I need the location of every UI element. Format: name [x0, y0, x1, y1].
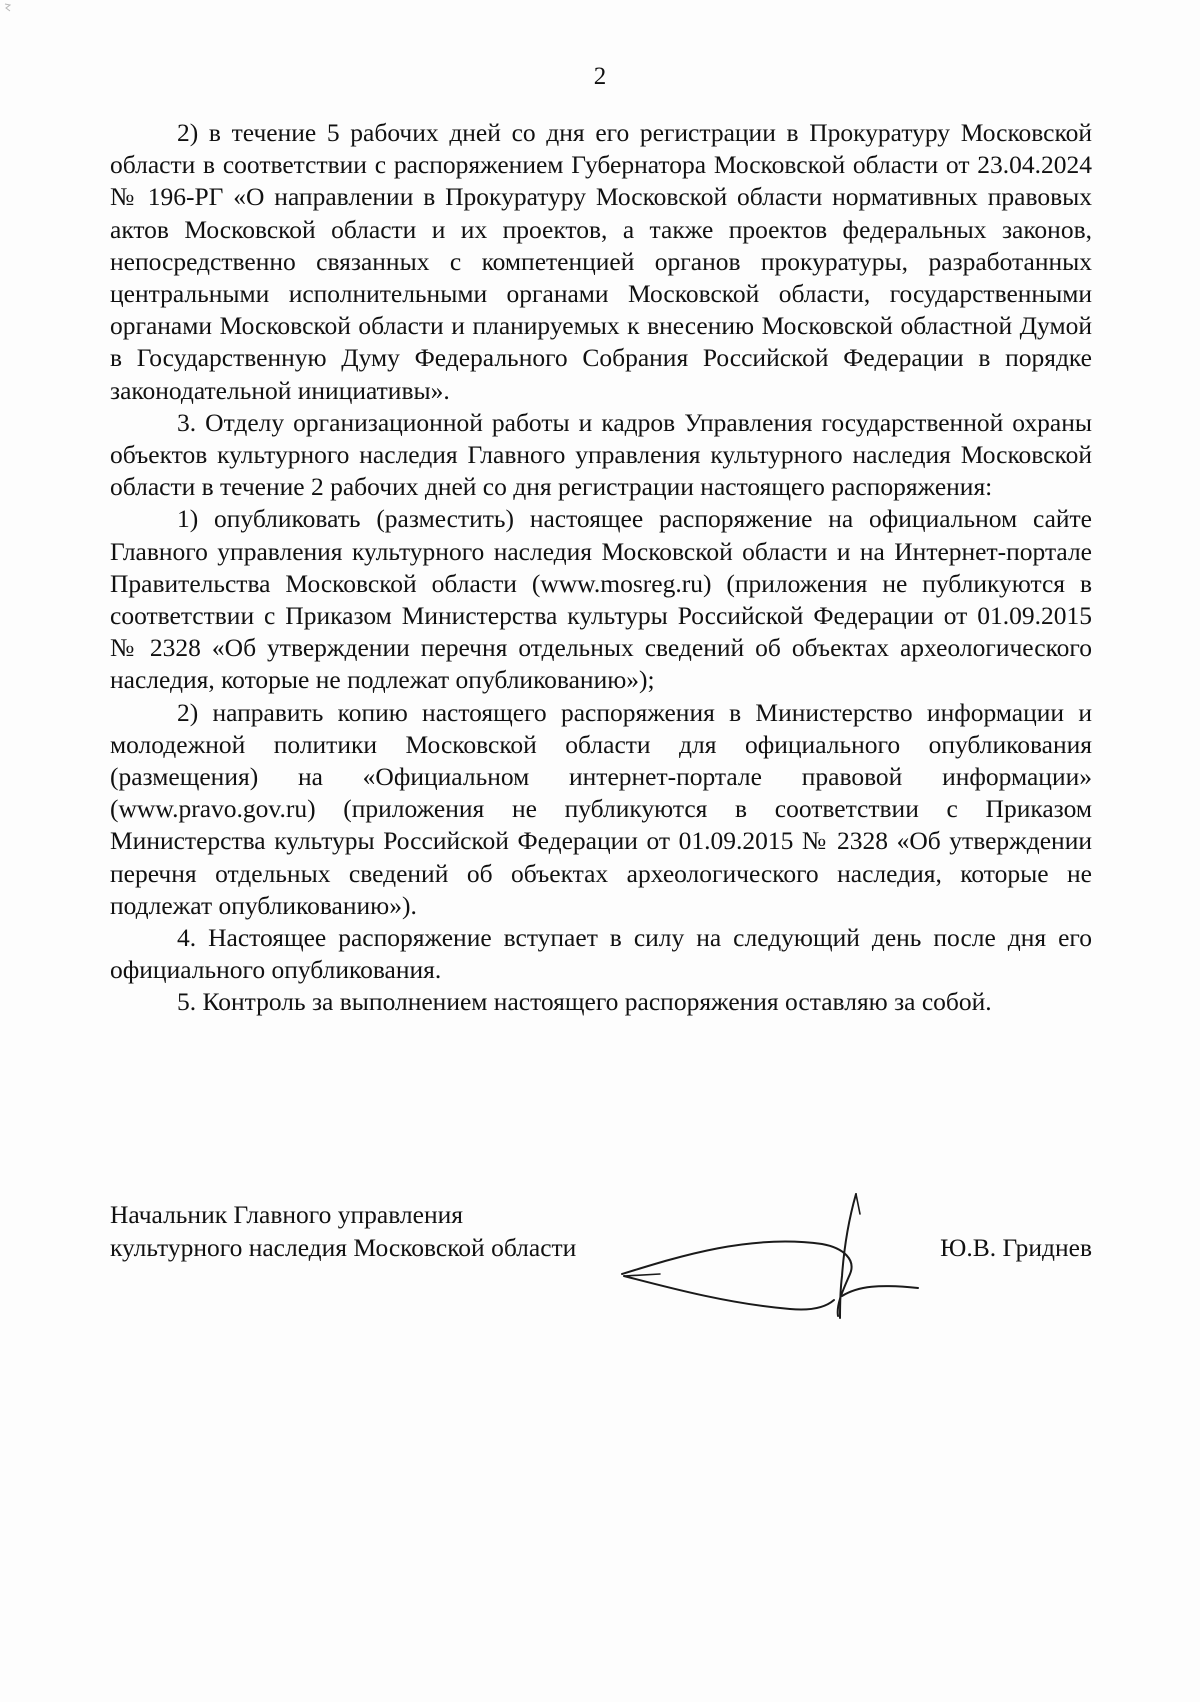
paragraph-section-5-control: 5. Контроль за выполнением настоящего распоряжения оставляю за собой. — [177, 987, 992, 1017]
page-number: 2 — [593, 63, 607, 90]
signatory-title-line-2: культурного наследия Московской области — [110, 1233, 577, 1262]
signatory-title-line-1: Начальник Главного управления — [110, 1200, 463, 1229]
signatory-title — [110, 1198, 576, 1264]
paragraph-item-1-publish: 1) опубликовать (разместить) настоящее распоряжение на официальном сайте Главного управления культурного наследия Московской области и на Интернет-портале Правительства Московской области (www.mosreg.ru) (приложения не публикуются в соответствии с Приказом Министерства культуры Российской Федерации от 01.09.2015 № 2328 «Об утверждении перечня отдельных сведений об объектах археологического наследия, которые не подлежат опубликованию»); — [110, 504, 1092, 695]
scan-artifact-mark — [3, 2, 13, 14]
document-body — [110, 117, 1092, 1019]
paragraph-item-2-prosecutor: 2) в течение 5 рабочих дней со дня его регистрации в Прокуратуру Московской области в соответствии с распоряжением Губернатора Московской области от 23.04.2024 № 196-РГ «О направлении в Прокуратуру Московской области нормативных правовых актов Московской области и их проектов, а также проектов федеральных законов, непосредственно связанных с компетенцией органов прокуратуры, разработанных центральными исполнительными органами Московской области, государственными органами Московской области и планируемых к внесению Московской областной Думой в Государственную Думу Федерального Собрания Российской Федерации в порядке законодательной инициативы». — [110, 118, 1092, 405]
handwritten-signature — [600, 1192, 930, 1322]
paragraph-item-2-send-copy: 2) направить копию настоящего распоряжения в Министерство информации и молодежной политики Московской области для официального опубликования (размещения) на «Официальном интернет-портале правовой информации» (www.pravo.gov.ru) (приложения не публикуются в соответствии с Приказом Министерства культуры Российской Федерации от 01.09.2015 № 2328 «Об утверждении перечня отдельных сведений об объектах археологического наследия, которые не подлежат опубликованию»). — [110, 697, 1092, 920]
signatory-name: Ю.В. Гриднев — [940, 1233, 1092, 1262]
paragraph-section-4-effective: 4. Настоящее распоряжение вступает в силу на следующий день после дня его официального опубликования. — [110, 923, 1092, 985]
paragraph-section-3-intro: 3. Отделу организационной работы и кадров Управления государственной охраны объектов культурного наследия Главного управления культурного наследия Московской области в течение 2 рабочих дней со дня регистрации настоящего распоряжения: — [110, 407, 1092, 502]
